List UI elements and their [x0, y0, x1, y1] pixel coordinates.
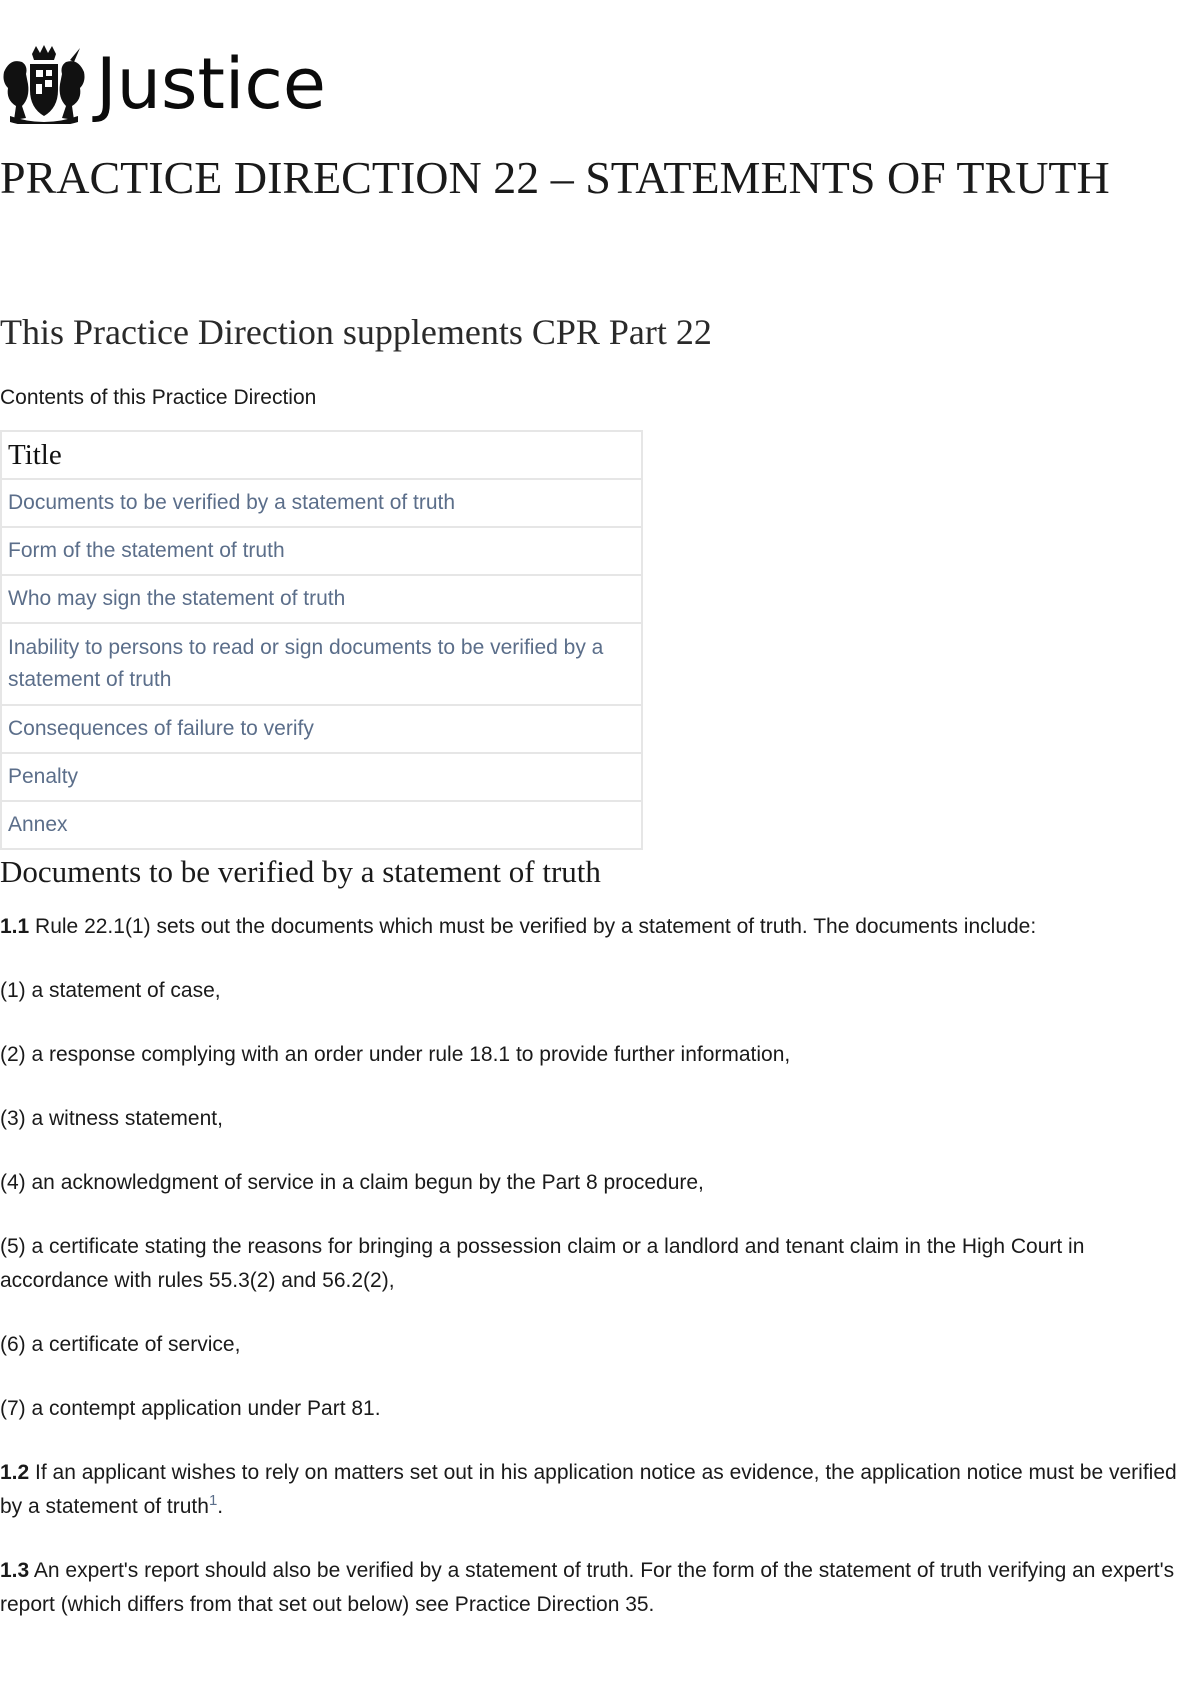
table-row: [1, 705, 642, 753]
paragraph-text: If an applicant wishes to rely on matters set out in his application notice as evidence, the application notice must be verified by a statement of truth: [0, 1461, 1177, 1518]
contents-label: Contents of this Practice Direction: [0, 386, 317, 409]
toc-link-consequences-of-failure[interactable]: Consequences of failure to verify: [1, 705, 642, 753]
paragraph-text: An expert's report should also be verified by a statement of truth. For the form of the statement of truth verifying an expert's report (which differs from that set out below) see Practice Direction 35.: [0, 1559, 1175, 1616]
table-row: [1, 527, 642, 575]
paragraph-1-3: [0, 1554, 1180, 1622]
list-item: (7) a contempt application under Part 81.: [0, 1397, 381, 1420]
contents-table: [0, 430, 643, 850]
paragraph-1-1: [0, 910, 1180, 944]
justice-logo[interactable]: [0, 44, 326, 124]
table-row: [1, 623, 642, 705]
list-item: (1) a statement of case,: [0, 979, 221, 1002]
table-row: [1, 753, 642, 801]
table-header-row: [1, 431, 642, 479]
list-item: (2) a response complying with an order under rule 18.1 to provide further information,: [0, 1043, 791, 1066]
list-item: (6) a certificate of service,: [0, 1333, 241, 1356]
paragraph-number: 1.3: [0, 1559, 30, 1582]
paragraph-number: 1.2: [0, 1461, 30, 1484]
table-row: [1, 575, 642, 623]
toc-link-penalty[interactable]: Penalty: [1, 753, 642, 801]
paragraph-number: 1.1: [0, 915, 30, 938]
page-subtitle: This Practice Direction supplements CPR Part 22: [0, 312, 712, 352]
toc-link-inability-to-read-or-sign[interactable]: Inability to persons to read or sign documents to be verified by a statement of truth: [1, 623, 642, 705]
section-heading: Documents to be verified by a statement of truth: [0, 854, 601, 889]
list-item: (3) a witness statement,: [0, 1107, 223, 1130]
page-title: PRACTICE DIRECTION 22 – STATEMENTS OF TRUTH: [0, 152, 1110, 203]
list-item: (4) an acknowledgment of service in a claim begun by the Part 8 procedure,: [0, 1171, 704, 1194]
paragraph-1-2: [0, 1456, 1180, 1524]
table-header-title: Title: [1, 431, 642, 479]
paragraph-end: .: [217, 1495, 224, 1518]
paragraph-text: Rule 22.1(1) sets out the documents which must be verified by a statement of truth. The documents include:: [35, 915, 1037, 938]
toc-link-form-of-statement[interactable]: Form of the statement of truth: [1, 527, 642, 575]
toc-link-who-may-sign[interactable]: Who may sign the statement of truth: [1, 575, 642, 623]
toc-link-annex[interactable]: Annex: [1, 801, 642, 849]
toc-link-documents-to-be-verified[interactable]: Documents to be verified by a statement of truth: [1, 479, 642, 527]
list-item: (5) a certificate stating the reasons for bringing a possession claim or a landlord and tenant claim in the High Court in accordance with rules 55.3(2) and 56.2(2),: [0, 1235, 1085, 1292]
logo-wordmark: Justice: [96, 43, 326, 125]
table-row: [1, 479, 642, 527]
table-row: [1, 801, 642, 849]
section-body: [0, 910, 1180, 1652]
footnote-link[interactable]: 1: [208, 1492, 218, 1509]
royal-crest-icon: [0, 44, 88, 124]
